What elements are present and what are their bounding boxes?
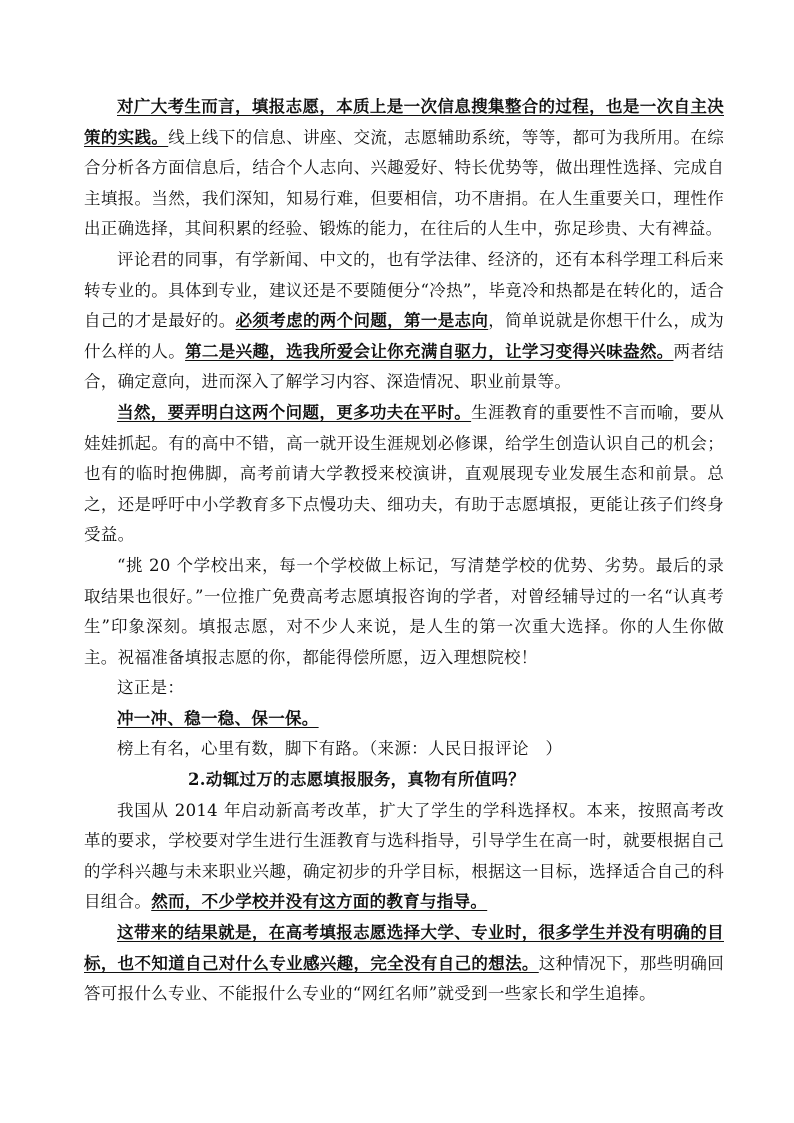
paragraph-7 <box>84 734 724 765</box>
emphasis-text: 当然，要弄明白这两个问题，更多功夫在平时。 <box>117 402 472 422</box>
paragraph-9 <box>84 918 724 1010</box>
paragraph-2 <box>84 245 724 398</box>
emphasis-text: 冲一冲、稳一稳、保一保。 <box>117 708 319 728</box>
article-body <box>84 92 724 1010</box>
body-text: 这种情况下，那些明确回答可报什么专业、不能报什么专业的“网红名师”就受到一些家长和学生追捧。 <box>84 953 724 1004</box>
emphasis-text: 第二是兴趣，选我所爱会让你充满自驱力，让学习变得兴味盎然。 <box>185 341 674 361</box>
body-text: 生涯教育的重要性不言而喻，要从娃娃抓起。有的高中不错，高一就开设生涯规划必修课，给学生创造认识自己的机会；也有的临时抱佛脚，高考前请大学教授来校演讲，直观展现专业发展生态和前景。总之，还是呼吁中小学教育多下点慢功夫、细功夫，有助于志愿填报，更能让孩子们终身受益。 <box>84 402 724 545</box>
emphasis-text: 必须考虑的两个问题，第一是志向 <box>235 311 489 331</box>
paragraph-6 <box>84 704 724 735</box>
body-text: 线上线下的信息、讲座、交流，志愿辅助系统，等等，都可为我所用。在综合分析各方面信息后，结合个人志向、兴趣爱好、特长优势等，做出理性选择、完成自主填报。当然，我们深知，知易行难，但要相信，功不唐捐。在人生重要关口，理性作出正确选择，其间积累的经验、锻炼的能力，在往后的人生中，弥足珍贵、大有裨益。 <box>84 127 724 239</box>
paragraph-4 <box>84 551 724 673</box>
paragraph-5 <box>84 673 724 704</box>
paragraph-1 <box>84 92 724 245</box>
emphasis-text: 然而，不少学校并没有这方面的教育与指导。 <box>151 892 488 912</box>
section-heading: 2.动辄过万的志愿填报服务，真物有所值吗？ <box>188 770 526 790</box>
emphasis-text: 这带来的结果就是，在高考填报志愿选择大学、专业时，很多学生并没有明确的目标，也不知道自己对什么专业感兴趣，完全没有自己的想法。 <box>84 923 724 973</box>
body-text: 这正是： <box>117 678 185 698</box>
body-text: ，简单说就是你想干什么，成为什么样的人。 <box>84 311 725 361</box>
paragraph-3 <box>84 398 724 551</box>
paragraph-8 <box>84 796 724 918</box>
emphasis-text: 对广大考生而言，填报志愿，本质上是一次信息搜集整合的过程，也是一次自主决策的实践。 <box>84 97 724 147</box>
body-text: 榜上有名，心里有数，脚下有路。（来源：人民日报评论 ） <box>117 739 563 759</box>
body-text: “挑 20 个学校出来，每一个学校做上标记，写清楚学校的优势、劣势。最后的录取结果也很好。”一位推广免费高考志愿填报咨询的学者，对曾经辅导过的一名“认真考生”印象深刻。填报志愿，对不少人来说，是人生的第一次重大选择。你的人生你做主。祝福准备填报志愿的你，都能得偿所愿，迈入理想院校！ <box>84 555 724 667</box>
body-text: 两者结合，确定意向，进而深入了解学习内容、深造情况、职业前景等。 <box>84 341 724 392</box>
body-text: 我国从 2014 年启动新高考改革，扩大了学生的学科选择权。本来，按照高考改革的要求，学校要对学生进行生涯教育与选科指导，引导学生在高一时，就要根据自己的学科兴趣与未来职业兴趣，确定初步的升学目标，根据这一目标，选择适合自己的科目组合。 <box>84 800 724 912</box>
body-text: 评论君的同事，有学新闻、中文的，也有学法律、经济的，还有本科学理工科后来转专业的。具体到专业，建议还是不要随便分“冷热”，毕竟冷和热都是在转化的，适合自己的才是最好的。 <box>84 249 724 331</box>
